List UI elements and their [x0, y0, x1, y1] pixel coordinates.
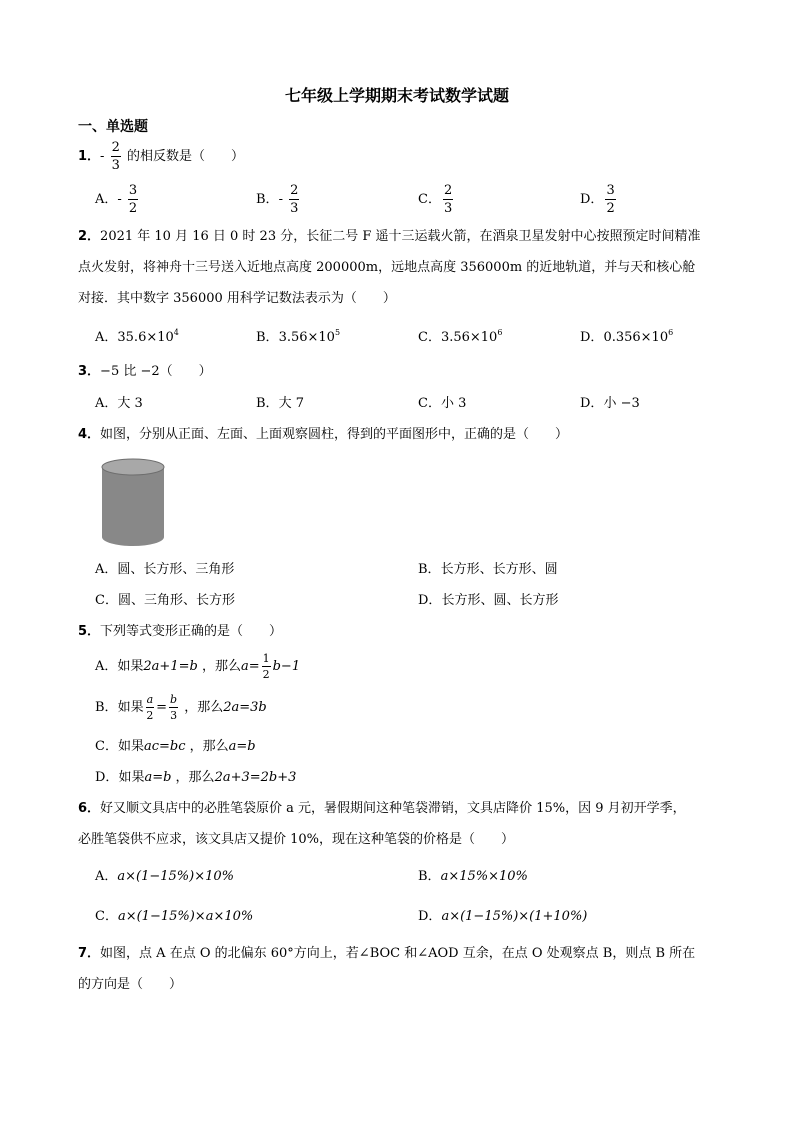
equation: a=b	[228, 739, 256, 754]
equation: 2a+1=b	[143, 659, 198, 674]
question-number: 7．	[78, 946, 101, 961]
q2-option-a[interactable]	[95, 329, 179, 344]
cylinder-body	[102, 467, 164, 546]
denominator: 2	[128, 201, 138, 216]
question-number: 6．	[78, 801, 101, 816]
option-value: a×15%×10%	[440, 869, 528, 884]
question-number: 2．	[78, 229, 101, 244]
question-1	[78, 141, 244, 172]
sign: -	[117, 192, 126, 207]
option-label: D．	[580, 396, 604, 411]
option-text: ，那么	[171, 770, 215, 785]
option-text: 长方形、长方形、圆	[440, 562, 558, 577]
q1-option-d[interactable]	[580, 184, 618, 215]
numerator: b	[170, 693, 178, 706]
q5-option-a[interactable]	[95, 653, 300, 680]
option-value: 35.6×10	[117, 330, 174, 345]
question-number: 3．	[78, 364, 101, 379]
q1-option-b[interactable]	[256, 184, 301, 215]
question-6-line-1	[78, 802, 686, 815]
option-label: B．	[256, 330, 279, 345]
option-text: ，那么	[197, 659, 241, 674]
question-number: 5．	[78, 624, 101, 639]
q5-option-d[interactable]	[95, 771, 296, 784]
option-text: 长方形、圆、长方形	[441, 593, 559, 608]
denominator: 3	[290, 201, 299, 216]
q4-option-d[interactable]	[418, 594, 558, 607]
denominator: 2	[262, 668, 270, 681]
numerator: 3	[606, 183, 615, 198]
option-value: a×(1−15%)×10%	[117, 869, 235, 884]
option-label: C．	[418, 396, 441, 411]
question-text: 如图，点 A 在点 O 的北偏东 60°方向上，若∠BOC 和∠AOD 互余，在点 O 处观察点 B，则点 B 所在	[100, 946, 696, 961]
exponent: 4	[173, 328, 179, 337]
fraction	[289, 184, 299, 215]
option-label: D．	[580, 192, 604, 207]
question-number: 1．	[78, 149, 101, 164]
option-value: 3.56×10	[278, 330, 335, 345]
option-text: 圆、长方形、三角形	[117, 562, 235, 577]
cylinder-top	[102, 459, 164, 475]
equation: ac=bc	[143, 739, 186, 754]
numerator: 2	[443, 183, 453, 198]
option-label: A．	[95, 659, 118, 674]
option-text: 如果	[117, 659, 144, 674]
numerator: 2	[111, 140, 120, 155]
denominator: 2	[606, 201, 615, 216]
fraction	[605, 184, 615, 215]
question-2-line-2: 点火发射，将神舟十三号送入近地点高度 200000m，远地点高度 356000m 的近地轨道，并与天和核心舱	[78, 260, 696, 275]
cylinder-figure	[100, 457, 166, 549]
q5-option-b[interactable]	[95, 694, 267, 721]
q1-option-a[interactable]	[95, 184, 140, 215]
q3-option-d[interactable]	[580, 397, 640, 410]
option-text: 如果	[117, 700, 144, 715]
option-label: A．	[95, 869, 118, 884]
denominator: 3	[111, 158, 120, 173]
equation: a=	[240, 659, 260, 674]
sign: -	[100, 149, 109, 164]
option-label: A．	[95, 562, 118, 577]
option-label: A．	[95, 330, 118, 345]
question-6-line-2: 必胜笔袋供不应求，该文具店又提价 10%，现在这种笔袋的价格是（ ）	[78, 832, 515, 847]
fraction	[262, 653, 271, 680]
equation: b−1	[272, 659, 301, 674]
option-label: C．	[95, 909, 118, 924]
section-heading: 一、单选题	[78, 119, 148, 135]
q2-option-c[interactable]	[418, 329, 502, 344]
question-2-line-3: 对接．其中数字 356000 用科学记数法表示为（ ）	[78, 291, 396, 306]
question-text: 好又顺文具店中的必胜笔袋原价 a 元，暑假期间这种笔袋滞销，文具店降价 15%，因 9 月初开学季，	[100, 801, 686, 816]
option-label: D．	[418, 593, 442, 608]
option-label: D．	[580, 330, 604, 345]
option-label: B．	[95, 700, 118, 715]
question-text: −5 比 −2（ ）	[100, 364, 212, 379]
option-value: a×(1−15%)×(1+10%)	[441, 909, 588, 924]
question-text: 的相反数是（ ）	[122, 149, 244, 164]
fraction	[443, 184, 453, 215]
fraction	[128, 184, 138, 215]
option-label: B．	[418, 562, 441, 577]
fraction	[111, 141, 121, 172]
option-text: 如果	[118, 770, 145, 785]
equals-sign: =	[156, 700, 168, 715]
q3-option-b[interactable]	[256, 397, 304, 410]
q6-option-b[interactable]	[418, 870, 528, 883]
q5-option-c[interactable]	[95, 740, 256, 753]
equation: 2a+3=2b+3	[214, 770, 297, 785]
question-7-line-2: 的方向是（ ）	[78, 977, 183, 992]
question-number: 4．	[78, 427, 101, 442]
option-label: B．	[256, 396, 279, 411]
option-label: C．	[95, 739, 118, 754]
q3-option-c[interactable]	[418, 397, 466, 410]
question-text: 下列等式变形正确的是（ ）	[100, 624, 283, 639]
fraction	[146, 694, 155, 721]
fraction	[169, 694, 178, 721]
option-label: C．	[418, 330, 441, 345]
numerator: 1	[262, 652, 270, 665]
option-text: 小 3	[440, 396, 467, 411]
option-text: 大 3	[117, 396, 143, 411]
exponent: 6	[668, 328, 674, 337]
q4-option-b[interactable]	[418, 563, 558, 576]
q6-option-a[interactable]	[95, 870, 234, 883]
option-text: ，那么	[185, 739, 229, 754]
question-7-line-1	[78, 947, 695, 960]
option-label: B．	[418, 869, 441, 884]
option-text: ，那么	[180, 700, 224, 715]
denominator: 3	[443, 201, 453, 216]
q4-option-a[interactable]	[95, 563, 234, 576]
question-3	[78, 365, 212, 378]
question-text: 2021 年 10 月 16 日 0 时 23 分，长征二号 F 遥十三运载火箭，在酒泉卫星发射中心按照预定时间精准	[100, 229, 701, 244]
denominator: 2	[146, 709, 154, 722]
option-label: A．	[95, 396, 118, 411]
option-label: C．	[95, 593, 118, 608]
question-2-line-1	[78, 230, 701, 243]
numerator: 2	[290, 183, 299, 198]
exponent: 6	[497, 328, 503, 337]
option-value: a×(1−15%)×a×10%	[117, 909, 254, 924]
q3-option-a[interactable]	[95, 397, 143, 410]
page-title: 七年级上学期期末考试数学试题	[284, 86, 509, 105]
option-label: B．	[256, 192, 279, 207]
option-label: D．	[95, 770, 119, 785]
sign: -	[278, 192, 288, 207]
option-label: C．	[418, 192, 441, 207]
denominator: 3	[170, 709, 178, 722]
q4-option-c[interactable]	[95, 594, 235, 607]
q6-option-d[interactable]	[418, 910, 587, 923]
equation: 2a=3b	[223, 700, 267, 715]
exponent: 5	[334, 328, 341, 337]
equation: a=b	[144, 770, 172, 785]
option-text: 如果	[117, 739, 144, 754]
option-text: 小 −3	[603, 396, 640, 411]
question-4	[78, 428, 568, 441]
q1-option-c[interactable]	[418, 184, 455, 215]
question-text: 如图，分别从正面、左面、上面观察圆柱，得到的平面图形中，正确的是（ ）	[100, 427, 569, 442]
option-text: 大 7	[278, 396, 304, 411]
numerator: a	[146, 693, 154, 706]
q6-option-c[interactable]	[95, 910, 253, 923]
numerator: 3	[128, 183, 138, 198]
option-value: 0.356×10	[603, 330, 669, 345]
q2-option-b[interactable]	[256, 329, 340, 344]
option-label: D．	[418, 909, 442, 924]
option-value: 3.56×10	[440, 330, 498, 345]
question-5	[78, 625, 282, 638]
option-text: 圆、三角形、长方形	[117, 593, 235, 608]
q2-option-d[interactable]	[580, 329, 673, 344]
option-label: A．	[95, 192, 118, 207]
